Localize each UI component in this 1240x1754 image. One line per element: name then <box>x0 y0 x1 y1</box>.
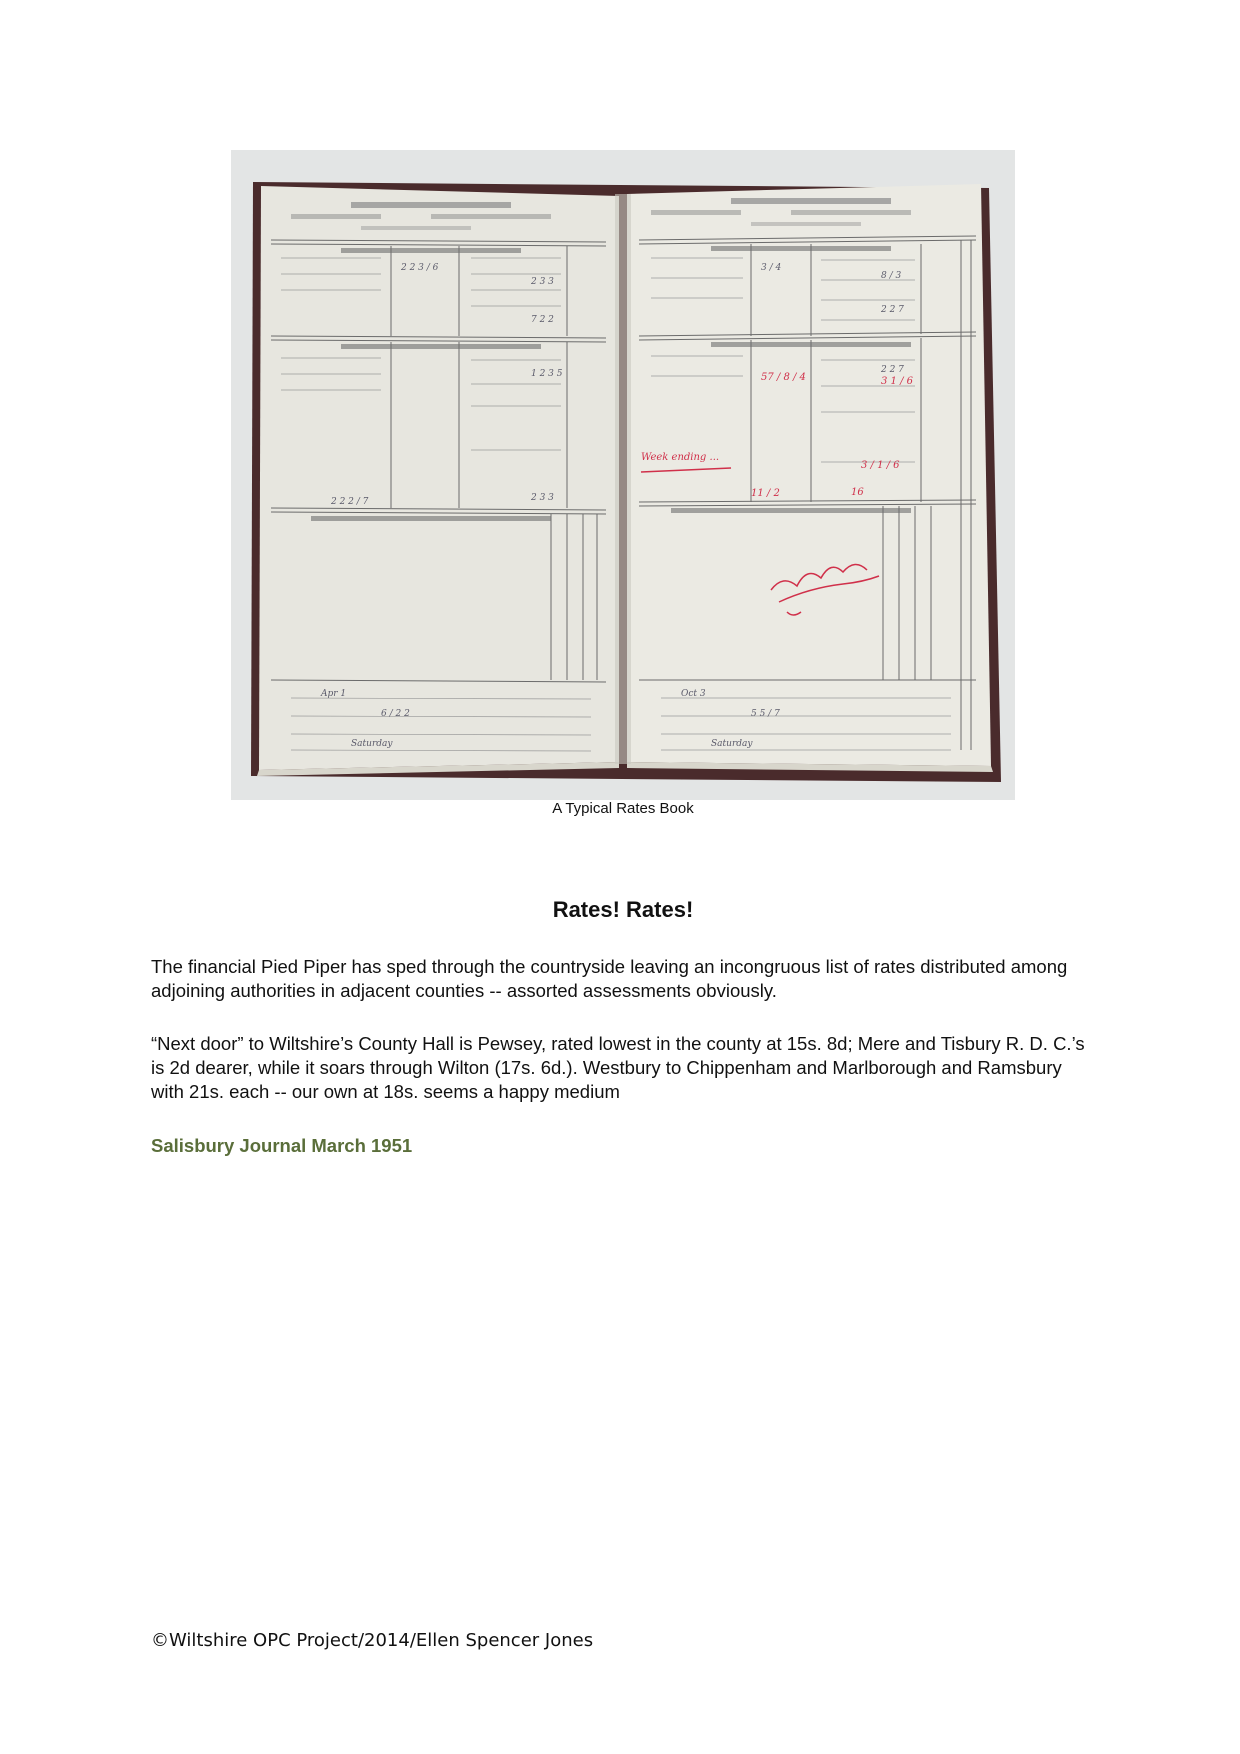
figure-caption: A Typical Rates Book <box>552 800 694 817</box>
svg-text:2 2 7: 2 2 7 <box>881 365 904 375</box>
copyright-footer: ©Wiltshire OPC Project/2014/Ellen Spencer Jones <box>151 1630 594 1651</box>
svg-text:1 2 3 5: 1 2 3 5 <box>531 369 563 379</box>
svg-text:16: 16 <box>851 487 864 498</box>
svg-text:2 3 3: 2 3 3 <box>531 493 554 503</box>
svg-text:Saturday: Saturday <box>351 739 393 749</box>
svg-text:3 / 4: 3 / 4 <box>761 263 782 273</box>
svg-text:Saturday: Saturday <box>711 739 753 749</box>
svg-text:Oct 3: Oct 3 <box>681 689 706 699</box>
svg-text:3 1 / 6: 3 1 / 6 <box>881 376 913 387</box>
svg-text:3 / 1 / 6: 3 / 1 / 6 <box>861 460 900 471</box>
article-paragraph-1: The financial Pied Piper has sped through the countryside leaving an incongruous list of rates distributed among adjoining authorities in adjacent counties -- assorted assessments obviously. <box>151 956 1068 1001</box>
svg-text:11 / 2: 11 / 2 <box>751 488 780 499</box>
svg-text:2 2 2 / 7: 2 2 2 / 7 <box>331 497 369 507</box>
svg-text:5 5 / 7: 5 5 / 7 <box>751 709 780 719</box>
svg-text:2 3 3: 2 3 3 <box>531 277 554 287</box>
article-heading: Rates! Rates! <box>552 897 694 922</box>
svg-text:6 / 2 2: 6 / 2 2 <box>381 709 410 719</box>
svg-text:7 2 2: 7 2 2 <box>531 315 554 325</box>
svg-text:2 2 3 / 6: 2 2 3 / 6 <box>401 263 439 273</box>
svg-text:Apr 1: Apr 1 <box>321 689 347 699</box>
article-paragraph-2: “Next door” to Wiltshire’s County Hall is Pewsey, rated lowest in the county at 15s. 8d; Mere and Tisbury R. D. C.’s is 2d dearer, while it soars through Wilton (17s. 6d.). Westbury to Chippenham and Marlborough and Ramsbury with 21s. each -- our own at 18s. seems a happy medium <box>151 1033 1085 1102</box>
svg-text:8 / 3: 8 / 3 <box>881 271 902 281</box>
svg-text:Week ending ...: Week ending ... <box>641 452 720 463</box>
rates-book-photo <box>231 150 1015 800</box>
source-citation: Salisbury Journal March 1951 <box>151 1135 413 1156</box>
svg-text:57 / 8 / 4: 57 / 8 / 4 <box>761 372 806 383</box>
svg-text:2 2 7: 2 2 7 <box>881 305 904 315</box>
